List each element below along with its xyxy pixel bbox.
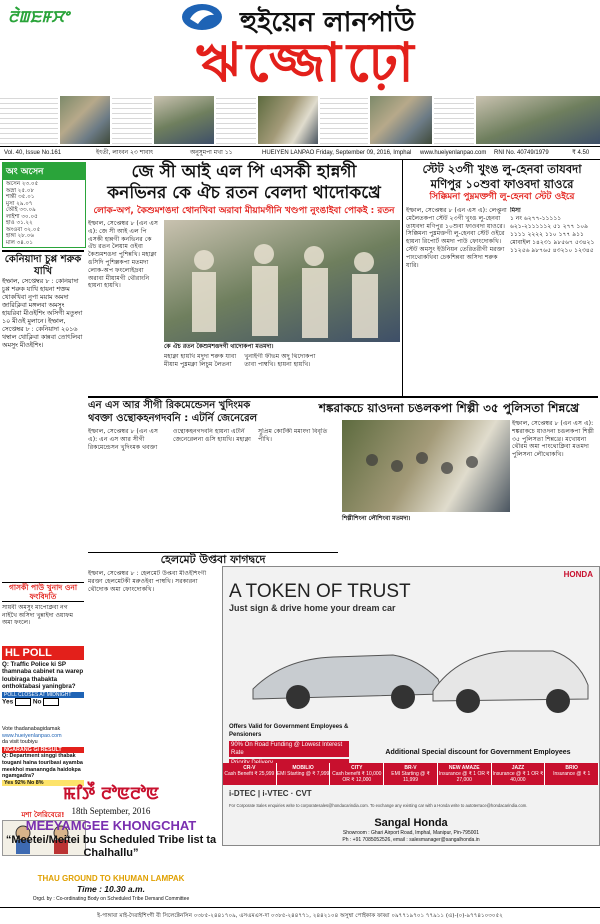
poll-question: Q: Traffic Police ki SP thamnaba cabinet na warep loubiraga thabakta onthoktabasi yaningbra? (2, 661, 84, 691)
weather-title: অং অসেন (3, 163, 85, 180)
honda-model-offer: Insurance @ ₹ 1 OR ₹ 40,000 (492, 771, 544, 783)
honda-footer-brands: i-DTEC | i-VTEC · CVT (229, 789, 312, 798)
poll-yes[interactable]: Yes (2, 698, 14, 706)
strip-text-4 (320, 96, 368, 144)
event-org: Orgd. by : Co-ordinating Body on Scheduled Tribe Demand Committee (32, 896, 190, 902)
weather-row: হাঙ্গা ২৮.০৬ (6, 233, 34, 239)
cartoon-caption: মশা লৈরিবেরে! (21, 811, 65, 819)
col-rule (402, 160, 403, 396)
main-caption: কে ঐচ রতন কৈশুমশঙদগী থাদোকপা মতমদা। (164, 343, 274, 350)
poll-closed: POLL CLOSES AT MIDNIGHT (2, 692, 84, 698)
helmet-headline: হেলমেট উপ্তবা ফাগদ্বদে (88, 552, 338, 567)
strip-text-1 (0, 96, 58, 144)
event-time: Time : 10.30 a.m. (77, 884, 145, 894)
honda-dealer: Sangal Honda (374, 817, 448, 829)
masthead-title: ঋজ্জোঢ়ো (196, 31, 420, 94)
honda-brand: HONDA (563, 570, 593, 579)
honda-model-offer: Cash Benefit ₹ 25,999 (224, 771, 275, 777)
weather-row: অস্না ২৫.০৮ (6, 187, 35, 194)
honda-model-name: NEW AMAZE (448, 765, 480, 771)
poll-options (2, 698, 84, 706)
poll-instruction: Vote thadanabagidamak (2, 726, 61, 732)
honda-model-offer: Insurance @ ₹ 1 (553, 771, 591, 777)
helmet-body: ইম্ফাল, সেপ্তেম্বর ৮ : হেলমেট উপ্তবা মীওইশিংগী মরক্তা হেলমেটকী মরুওইবা পাম্বখি। সরকারনা থৌদোক অমা ফোংদোকখি। (88, 570, 207, 593)
artist-caption: শিল্পীশিংনা লৌশিংবা মতমদা। (342, 515, 411, 522)
weather-row: শান্তী ৩৫.০১ (6, 194, 35, 200)
weather-row: মুসা ২৯.০৭ (6, 200, 33, 207)
weather-box (2, 162, 86, 248)
strip-photo-4 (370, 96, 432, 144)
honda-model-name: MOBILIO (292, 765, 314, 771)
sc-headline-line2: থবক্তা ওন্থোকহনগদবনি : এটর্নি জেনেরেল (88, 413, 258, 424)
honda-model-name: CITY (351, 765, 363, 771)
main-body-1: ইম্ফাল, সেপ্তেম্বর ৮ (এন এস এ): জে সী আই এল পি এসকী হান্নগী কনভিনর কে ঐচ রতন লৈয়াম ওইবা কৈশুমশঙদা পুশিন্নখি। মহাক্না ঙসিদি পুশিল্লকপা মতমদা লোক-অপ ফংলোইদ্রবা অরাবা মীয়ামগী থৌরাংনি হায়না হায়খি। (88, 220, 158, 290)
honda-model-cell (545, 763, 599, 785)
honda-subtitle: Just sign & drive home your dream car (229, 603, 396, 613)
honda-title: A TOKEN OF TRUST (229, 581, 411, 602)
main-headline-sub: লোক-অপ, কৈশুমশঙদা থোনখিবা অরাবা মীয়ামগীনি খণ্ডপা নুংঙাইবা পোকই : রতন (93, 206, 395, 216)
sc-body: ইম্ফাল, সেপ্তেম্বর ৮ (এন এস এ): এন এস আর সীগী রিকমেন্ডেসন খুদিংমক থবক্তা ওন্থোকহনগদবনি হায়না এটর্নি জেনেরেলনা ঙসি হায়খি। মহাক্না সুপ্রিম কোর্টকী মমাংদা বিবৃতি পীখি। (88, 428, 328, 451)
honda-model-cell (330, 763, 384, 785)
honda-offer-title: Offers Valid for Government Employees & Pensioners (229, 724, 349, 738)
box-left-heading: কেনিয়াদা চুপ্প শরুক যাখি (2, 250, 84, 278)
weather-row: হাও ৩১.২২ (6, 220, 33, 226)
honda-model-offer: Insurance @ ₹ 1 OR ₹ 27,000 (438, 771, 490, 783)
poll-title: HL POLL (2, 646, 84, 660)
ad-small-line1: মিসা (510, 207, 521, 214)
info-site: www.hueiyenlanpao.com (420, 150, 487, 156)
event-name: MEEYAMGEE KHONGCHAT (25, 818, 197, 833)
weather-row: অংওবা ৩২.০৫ (6, 226, 41, 233)
info-bengali-date: ইৎতী, লাংবন ২৩ শাবাৎ (96, 149, 154, 156)
honda-phone: Ph : +91 7085052526, email : salesmanager@sangalhonda.in (342, 837, 480, 843)
sc-headline-line1: এন এস আর সীগী রিকমেন্ডেসন খুদিংমক (88, 400, 251, 411)
honda-special: Additional Special discount for Government Employees (385, 749, 571, 756)
artist-photo (342, 420, 510, 512)
poll-no[interactable]: No (32, 698, 42, 706)
info-vol: Vol. 40, Issue No.161 (4, 150, 62, 156)
honda-model-cell (223, 763, 277, 785)
right-headline-line1: স্টেট ২৩গী খুংঙ লু-হেনবা তাযবদা (422, 162, 582, 176)
strip-text-5 (434, 96, 474, 144)
ad-small-line3: মোবাইল ১৪২৩১ ৯৮৫৬৭ ৫৩৪২১ ১১২৫৬ ৯৮৭৬৫ ৪৩২১০ ১২৩৪৫ (510, 239, 595, 254)
main-body-2: মহাক্না হায়খি মদুদা শরুক যাবা মীয়াম পুম্নমক্না লিচুম লৈতনা খুনাইগী ফীভম অদু থিদোকপা তাবা পাম্বখি। হায়না হায়খি। (164, 353, 316, 368)
poll-no-box[interactable] (43, 698, 59, 706)
poll-site[interactable]: www.hueiyenlanpao.com (2, 732, 62, 739)
honda-model-name: CR-V (243, 765, 256, 771)
weather-row: মাল ৩৪.০১ (6, 239, 33, 246)
honda-offer-box (229, 723, 349, 767)
dove-logo (180, 2, 224, 32)
footer-text: ই-পাঙ্গাবা মাই-দৈরাইশিংগী বী সিলেক্টেনসিন ০৩৮৫-২৪৪১৭০৯, এসএমএস-দা ০৩৮৫-২৪৪৭৭১, ২৪৪২১০৪ অসুম্বা পোইকাক ফাব্বা ০৯৭৭১৯৭০১ ৭৭৯১১ (এ)-(০)-৯৭৭৪১০৩০৫২ (0, 907, 600, 924)
poll-result: Yes 92% No 8% (2, 780, 84, 787)
right-body: ইম্ফাল, সেপ্তেম্বর ৮ (এন এস এ): লেপ্তুনা মেলৈতকপা স্টেট ২৩গী খুংঙ লু-হেনবা তাযবদা মণিপুর ১০শুবা ফাওবদা য়াওরে। সিক্কিমনা পুম্নমক্তগী লু-হেনবা স্টেট ওইরে হায়না রিপোর্ট অমদা পাউ ফোংদোকখি। স্টেট অমসুং ইউনিয়ন তেরিতরীগী মরক্তা পাংথোকখিবা চেকশিন্নবা অসিদা শরুক যারি। (406, 207, 507, 269)
artist-body: ইম্ফাল, সেপ্তেম্বর ৮ (এন এস এ): শঙ্করাকচে য়াওদনা চঙলকপা শিল্পী ৩৫ পুলিসতা শিন্নখ্রে। মখোয়না থৌরম অমা পাংথোক্লিবা মতমদা পুলিসনা লৌথোকখি। (512, 420, 594, 459)
strip-text-2 (112, 96, 152, 144)
right-headline-line2: মণিপুর ১০শুবা ফাওবদা য়াওরে (430, 177, 574, 191)
ad-small-line2: ১ নং ৬২৭৭-১১১১১ ৬২১-২১১১১১২ ৫১ ২৭৭ ১০৯ ১১১১ ২২২২ ১১০ ১৭৭ ৯১১ (510, 215, 589, 238)
strip-photo-2 (154, 96, 214, 144)
info-rni: RNI No. 40749/1979 (494, 150, 549, 156)
honda-model-offer: EMI Starting @ ₹ 7,999 (276, 771, 330, 777)
event-meetei: ꯃꯤꯇꯩ ꯂꯣꯟꯂꯣꯟ (63, 784, 159, 804)
honda-model-offer: Cash benefit ₹ 10,000 OR ₹ 12,000 (332, 771, 382, 783)
weather-row: অৌই ৩৩.০৯ (6, 207, 36, 213)
honda-model-cell (384, 763, 438, 785)
box-left-body: ইম্ফাল, সেপ্তেম্বর ৮ : কেনিয়াদা চুপ্প শরুক যাখি হায়না শক্তম থোকখিবা নুপা ময়াম অমদা জারিক্লিবা মঙ্গলবা অমসুং হায়রিবা মীওইশিং অসিগী মতুংদা ১০ মীওই মুলানে। ইম্ফাল, সেপ্তেম্বর ৮ : কেনিয়াদা ২০১৬ থম্বাল থোক্লিবা কান্নবা তোৎলিবা অমসুং মীওইশিং। (2, 278, 83, 349)
honda-model-name: BRIO (565, 765, 578, 771)
main-photo (164, 220, 400, 342)
honda-models (223, 763, 599, 785)
honda-model-cell (438, 763, 492, 785)
info-lunar: অনুসুমপা মখা ১১ (190, 149, 233, 156)
strip-photo-5 (476, 96, 600, 144)
poll-visit: da visit toubiyu (2, 739, 38, 746)
masthead-tagline-left: ꯂꯥꯡꯐꯝꯆꯦ (8, 7, 69, 26)
poll-result-title: NGARANG GI RESULT (2, 747, 84, 754)
info-name: HUEIYEN LANPAO (262, 150, 315, 156)
masthead-tagline-right: হুইয়েন লানপাউ (240, 7, 415, 38)
honda-model-name: BR-V (404, 765, 417, 771)
honda-cars (243, 619, 593, 719)
right-table-box (510, 207, 598, 393)
artist-body-2 (342, 522, 510, 550)
poll-instructions (2, 726, 84, 786)
main-headline-line1: জে সী আই এল পি এসকী হান্নগী (131, 162, 357, 182)
honda-dealer-sub: Showroom : Ghari Airport Road, Imphal, Manipur, Pin-795001 (342, 830, 480, 836)
main-headline-line2: কনভিনর কে ঐচ রতন বেলদা থাদোকখ্রে (107, 183, 381, 203)
info-date: Friday, September 09, 2016, Imphal (316, 150, 412, 156)
honda-model-offer: EMI Starting @ ₹ 11,999 (391, 771, 430, 783)
event-quote: “Meetei/Meitei bu Scheduled Tribe list ta Chalhallu” (5, 834, 217, 859)
info-price: ₹ 4.50 (572, 150, 590, 156)
strip-photo-3 (258, 96, 318, 144)
strip-text-3 (216, 96, 256, 144)
chain-title: গাসকী পাউ খুনাদ ওনা ফংবিদতি (2, 582, 84, 602)
photo-strip (0, 96, 600, 144)
event-date: 18th September, 2016 (71, 806, 151, 816)
honda-offer-1: 90% On Road Funding @ Lowest Interest Rate (229, 741, 349, 757)
honda-ad (222, 566, 600, 846)
honda-model-name: JAZZ (511, 765, 525, 771)
info-bar (0, 146, 600, 160)
right-headline-sub: সিক্কিমনা পুম্নমক্তগী লু-হেনবা স্টেট ওইরে (429, 192, 575, 202)
strip-photo-1 (60, 96, 110, 144)
honda-fine: For Corporate Sales enquiries write to corporatesales@hondacarindia.com. To exchange any existing car with a Honda write to autoterrace@hondacarindia.com. (229, 803, 528, 808)
honda-model-cell (277, 763, 331, 785)
weather-rows (3, 180, 85, 247)
event-route: THAU GROUND TO KHUMAN LAMPAK (37, 874, 185, 883)
tier-rule (88, 396, 598, 398)
weather-row: অসেন ২৩.০৫ (6, 181, 39, 187)
poll-yes-box[interactable] (15, 698, 31, 706)
weather-row: লাইশা ৩০.০৫ (6, 213, 38, 220)
artist-headline: শঙ্করাকচে য়াওদনা চঙলকপা শিল্পী ৩৫ পুলিসতা শিন্নখ্রে (318, 401, 580, 415)
honda-model-cell (492, 763, 546, 785)
chain-body: সায়বী অমসুং মাপোক্লবা নগ নাইখৈ অসিদা খুন্নাইদা ওয়াফম অমা ফংলে। (2, 604, 73, 626)
poll-result-question: Q: Department singgi thabak tougani haina touribasi ayamba meekhoi mananngda haidokpa ngamgadra? (2, 753, 83, 780)
